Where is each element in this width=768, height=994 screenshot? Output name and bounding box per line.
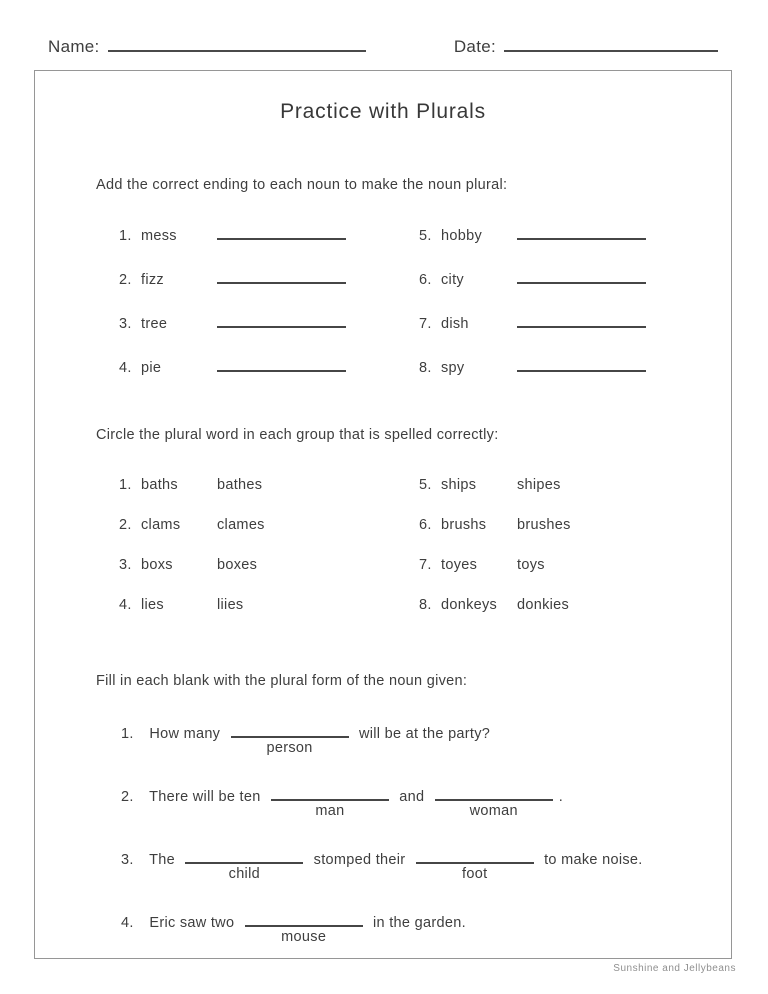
section3-instruction: Fill in each blank with the plural form of the noun given: <box>96 673 468 689</box>
name-field <box>48 36 366 58</box>
sentence-pre: How many <box>149 726 221 742</box>
item-number: 1. <box>119 477 132 493</box>
item-number: 5. <box>419 228 432 244</box>
item-number: 7. <box>419 316 432 332</box>
sentence-pre: Eric saw two <box>149 915 235 931</box>
list-item <box>119 555 419 575</box>
list-item <box>419 225 731 245</box>
item-number: 2. <box>121 789 134 805</box>
word-choice-1[interactable]: clams <box>141 517 181 533</box>
item-number: 4. <box>119 360 132 376</box>
word-choice-1[interactable]: brushs <box>441 517 487 533</box>
worksheet-border-box <box>34 70 732 959</box>
sentence-mid: and <box>399 789 425 805</box>
section1-items <box>119 225 731 377</box>
list-item <box>419 269 731 289</box>
list-item <box>419 595 731 615</box>
list-item <box>119 515 419 535</box>
item-number: 7. <box>419 557 432 573</box>
answer-blank[interactable] <box>217 269 346 284</box>
answer-blank[interactable] <box>435 786 553 819</box>
noun-hint: person <box>266 740 313 756</box>
item-number: 3. <box>119 557 132 573</box>
list-item <box>119 313 419 333</box>
answer-blank[interactable] <box>217 313 346 328</box>
fill-blank-sentence <box>121 786 731 819</box>
answer-blank[interactable] <box>271 786 389 819</box>
fill-blank-sentence <box>121 723 731 756</box>
noun-word: dish <box>441 316 469 332</box>
word-choice-1[interactable]: lies <box>141 597 164 613</box>
noun-word: spy <box>441 360 465 376</box>
list-item <box>419 313 731 333</box>
item-number: 1. <box>121 726 134 742</box>
noun-word: tree <box>141 316 168 332</box>
section3-items <box>35 723 731 945</box>
list-item <box>419 475 731 495</box>
word-choice-1[interactable]: boxs <box>141 557 173 573</box>
sentence-post: to make noise. <box>544 852 643 868</box>
noun-word: hobby <box>441 228 483 244</box>
noun-word: pie <box>141 360 162 376</box>
answer-blank[interactable] <box>217 357 346 372</box>
date-field <box>454 36 718 58</box>
answer-blank[interactable] <box>517 313 646 328</box>
sentence-pre: There will be ten <box>149 789 261 805</box>
item-number: 8. <box>419 360 432 376</box>
word-choice-2[interactable]: clames <box>217 517 265 533</box>
sentence-post: . <box>558 789 564 805</box>
fill-blank-sentence <box>121 912 731 945</box>
sentence-mid: stomped their <box>313 852 406 868</box>
noun-word: fizz <box>141 272 164 288</box>
answer-blank[interactable] <box>416 849 534 882</box>
answer-blank[interactable] <box>517 357 646 372</box>
list-item <box>119 357 419 377</box>
sentence-post: in the garden. <box>373 915 466 931</box>
item-number: 6. <box>419 517 432 533</box>
word-choice-2[interactable]: boxes <box>217 557 258 573</box>
answer-blank[interactable] <box>517 225 646 240</box>
list-item <box>119 595 419 615</box>
word-choice-2[interactable]: toys <box>517 557 545 573</box>
answer-blank[interactable] <box>217 225 346 240</box>
footer-credit: Sunshine and Jellybeans <box>613 963 736 974</box>
answer-blank[interactable] <box>185 849 303 882</box>
word-choice-2[interactable]: brushes <box>517 517 571 533</box>
section1-instruction: Add the correct ending to each noun to make the noun plural: <box>96 177 508 193</box>
list-item <box>419 515 731 535</box>
word-choice-2[interactable]: donkies <box>517 597 570 613</box>
item-number: 4. <box>121 915 134 931</box>
date-input-line[interactable] <box>504 37 718 52</box>
noun-word: mess <box>141 228 177 244</box>
item-number: 3. <box>119 316 132 332</box>
item-number: 5. <box>419 477 432 493</box>
noun-hint: foot <box>462 866 488 882</box>
noun-hint: man <box>315 803 345 819</box>
answer-blank[interactable] <box>231 723 349 756</box>
word-choice-2[interactable]: bathes <box>217 477 263 493</box>
word-choice-2[interactable]: shipes <box>517 477 561 493</box>
list-item <box>419 357 731 377</box>
word-choice-2[interactable]: liies <box>217 597 244 613</box>
item-number: 8. <box>419 597 432 613</box>
item-number: 2. <box>119 272 132 288</box>
name-input-line[interactable] <box>108 37 366 52</box>
word-choice-1[interactable]: baths <box>141 477 178 493</box>
word-choice-1[interactable]: donkeys <box>441 597 498 613</box>
name-date-row <box>48 36 718 58</box>
section2-items <box>119 475 731 615</box>
noun-hint: mouse <box>281 929 327 945</box>
item-number: 2. <box>119 517 132 533</box>
item-number: 4. <box>119 597 132 613</box>
word-choice-1[interactable]: ships <box>441 477 477 493</box>
list-item <box>119 475 419 495</box>
noun-word: city <box>441 272 464 288</box>
list-item <box>119 269 419 289</box>
item-number: 3. <box>121 852 134 868</box>
item-number: 6. <box>419 272 432 288</box>
noun-hint: child <box>228 866 260 882</box>
date-label: Date: <box>453 37 496 56</box>
noun-hint: woman <box>469 803 518 819</box>
worksheet-title: Practice with Plurals <box>280 100 486 123</box>
fill-blank-sentence <box>121 849 731 882</box>
sentence-post: will be at the party? <box>358 726 491 742</box>
item-number: 1. <box>119 228 132 244</box>
section2-instruction: Circle the plural word in each group that is spelled correctly: <box>96 427 499 443</box>
answer-blank[interactable] <box>517 269 646 284</box>
sentence-pre: The <box>149 852 175 868</box>
answer-blank[interactable] <box>245 912 363 945</box>
word-choice-1[interactable]: toyes <box>441 557 478 573</box>
name-label: Name: <box>48 37 100 56</box>
list-item <box>119 225 419 245</box>
list-item <box>419 555 731 575</box>
